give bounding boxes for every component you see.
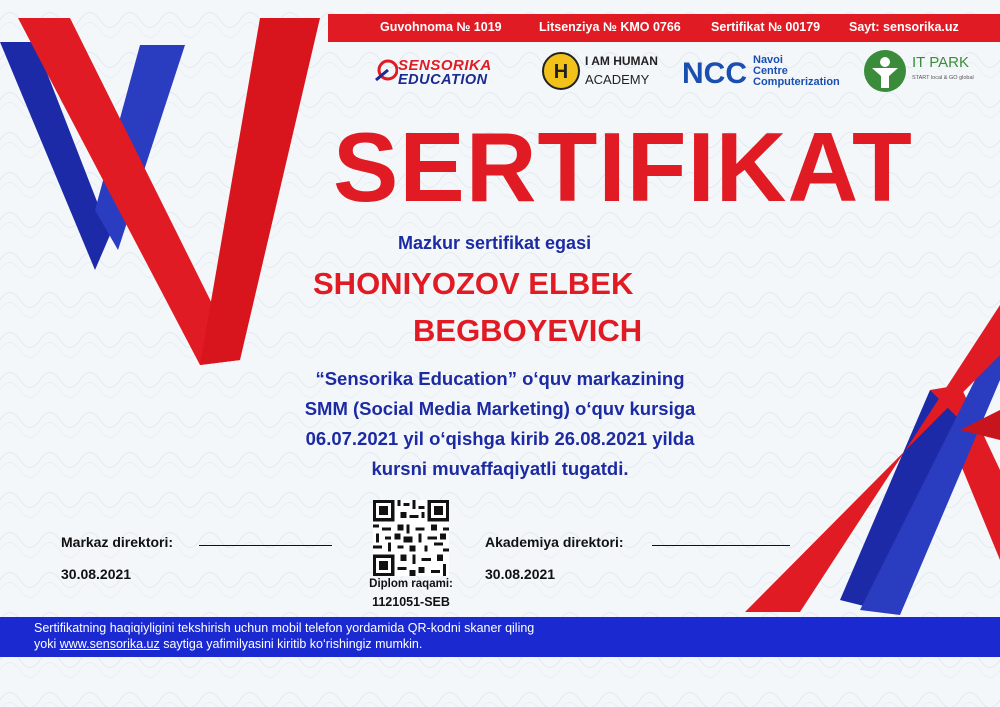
footer-line-2-prefix: yoki	[34, 637, 60, 651]
body-line-3: 06.07.2021 yil o‘qishga kirib 26.08.2021 yilda	[305, 428, 695, 449]
i-am-human-logo-icon	[541, 51, 581, 91]
footer-bar	[0, 617, 1000, 657]
svg-text:NCC: NCC	[682, 57, 747, 89]
guvohnoma-number: Guvohnoma № 1019	[380, 20, 502, 34]
ncc-logo-line3: Computerization	[753, 76, 840, 88]
svg-text:H: H	[553, 61, 569, 83]
footer-line-2	[34, 637, 422, 651]
top-info-bar	[328, 14, 1000, 42]
it-park-logo-icon	[862, 48, 908, 94]
it-park-logo-text: IT PARK	[912, 54, 969, 71]
sensorika-logo-subtext: EDUCATION	[398, 72, 488, 88]
sensorika-logo-text: SENSORIKA	[398, 57, 492, 74]
diploma-number-label: Diplom raqami:	[369, 578, 453, 590]
body-line-2: SMM (Social Media Marketing) o‘quv kursiga	[304, 398, 696, 419]
academy-director-date: 30.08.2021	[485, 566, 556, 582]
diploma-number: 1121051-SEB	[372, 595, 450, 609]
website: Sayt: sensorika.uz	[849, 20, 959, 34]
ncc-logo-line1: Navoi	[753, 54, 783, 66]
academy-director-signature-line	[652, 545, 790, 546]
body-line-1: “Sensorika Education” o‘quv markazining	[315, 368, 685, 389]
footer-line-2-suffix: saytiga yafimilyasini kiritib ko‘rishingiz mumkin.	[159, 637, 423, 651]
sensorika-logo-icon	[374, 52, 398, 92]
sertifikat-number: Sertifikat № 00179	[711, 20, 821, 34]
certificate-title: SERTIFIKAT	[333, 112, 913, 222]
qr-code	[373, 500, 449, 576]
website-link[interactable]: www.sensorika.uz	[59, 637, 160, 651]
holder-intro: Mazkur sertifikat egasi	[398, 233, 592, 253]
academy-director-label: Akademiya direktori:	[485, 534, 624, 550]
body-line-4: kursni muvaffaqiyatli tugatdi.	[371, 458, 629, 479]
center-director-label: Markaz direktori:	[61, 534, 174, 550]
holder-name-line1: SHONIYOZOV ELBEK	[313, 266, 634, 301]
i-am-human-logo-text: I AM HUMAN	[585, 54, 658, 68]
ncc-logo-icon	[682, 55, 752, 89]
center-director-date: 30.08.2021	[61, 566, 132, 582]
ncc-logo-line2: Centre	[753, 65, 788, 77]
it-park-slogan: START local & GO global	[912, 75, 974, 81]
litsenziya-number: Litsenziya № KMO 0766	[539, 20, 681, 34]
footer-line-1: Sertifikatning haqiqiyligini tekshirish uchun mobil telefon yordamida QR-kodni skaner qiling	[34, 621, 535, 635]
academy-logo-text: ACADEMY	[585, 72, 650, 87]
center-director-signature-line	[199, 545, 332, 546]
holder-name-line2: BEGBOYEVICH	[413, 313, 643, 348]
